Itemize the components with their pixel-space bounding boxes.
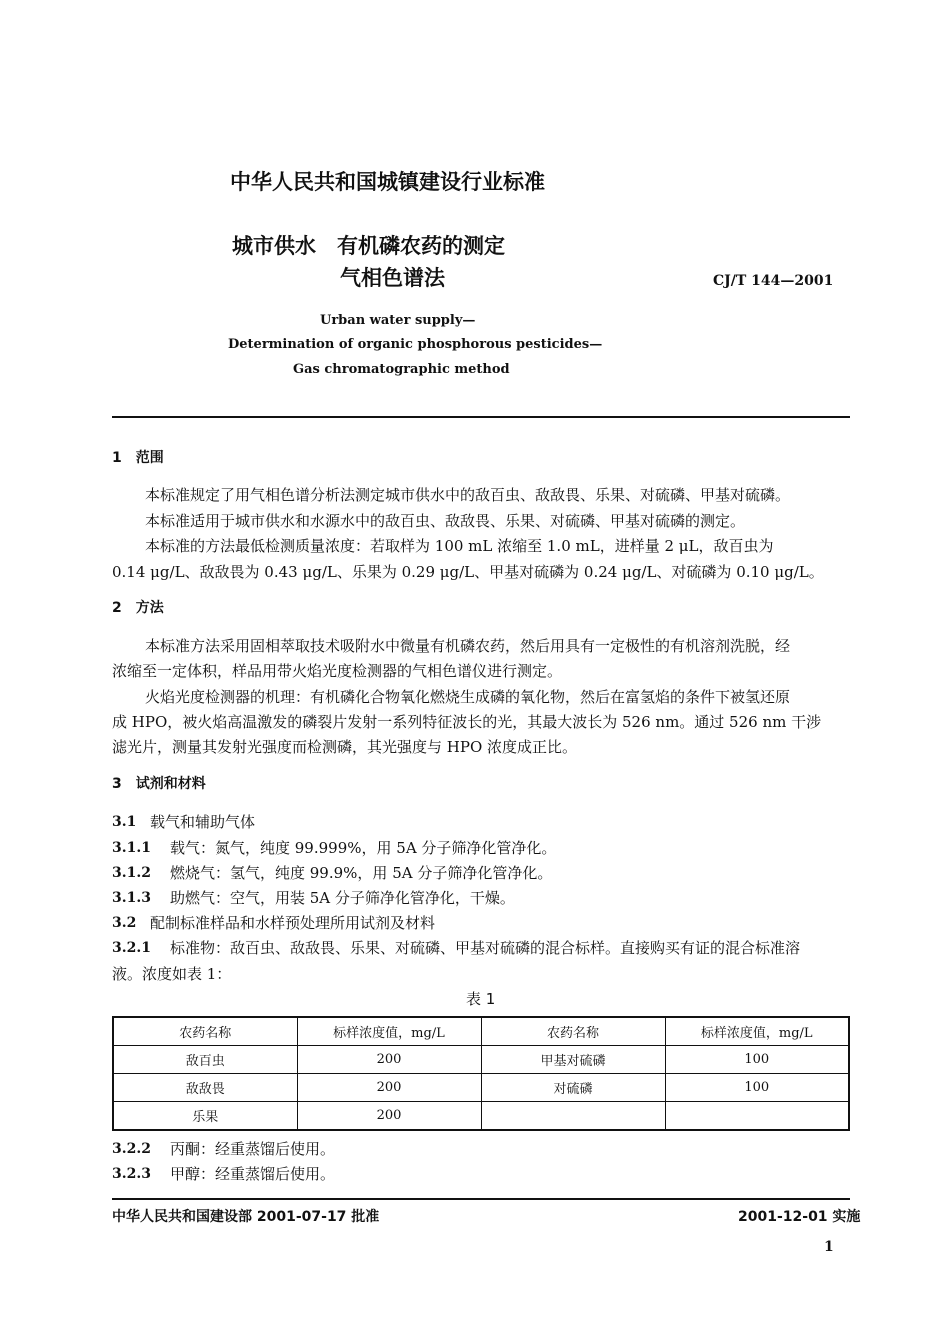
clause-3-1-3-text: 助燃气：空气，用装 5A 分子筛净化管净化，干燥。 xyxy=(170,889,515,907)
section-1-para-1: 本标准规定了用气相色谱分析法测定城市供水中的敌百虫、敌敌畏、乐果、对硫磷、甲基对硫磷。 xyxy=(145,486,791,504)
clause-3-1-number: 3.1 xyxy=(112,814,137,830)
section-1-para-3-line-1: 本标准的方法最低检测质量浓度：若取样为 100 mL 浓缩至 1.0 mL，进样量 2 μL，敌百虫为 xyxy=(145,537,774,555)
english-title-line1: Urban water supply— xyxy=(320,313,476,328)
table-header-cell: 标样浓度值，mg/L xyxy=(297,1017,481,1046)
table-cell: 敌百虫 xyxy=(113,1046,297,1074)
table-header-cell: 农药名称 xyxy=(481,1017,665,1046)
table-cell xyxy=(481,1102,665,1131)
clause-3-2-1-number: 3.2.1 xyxy=(112,940,151,956)
section-2-para-1-line-1: 本标准方法采用固相萃取技术吸附水中微量有机磷农药，然后用具有一定极性的有机溶剂洗脱，经 xyxy=(145,637,791,655)
table-cell: 200 xyxy=(297,1102,481,1131)
section-2-para-1-line-2: 浓缩至一定体积，样品用带火焰光度检测器的气相色谱仪进行测定。 xyxy=(112,662,563,680)
table-cell xyxy=(665,1102,849,1131)
header-divider xyxy=(112,416,850,418)
section-2-para-2-line-2: 成 HPO，被火焰高温激发的磷裂片发射一系列特征波长的光，其最大波长为 526 nm。通过 526 nm 干涉 xyxy=(112,713,822,731)
section-2-para-2-line-1: 火焰光度检测器的机理：有机磷化合物氧化燃烧生成磷的氧化物，然后在富氢焰的条件下被氢还原 xyxy=(145,688,791,706)
document-subtitle: 气相色谱法 xyxy=(340,266,445,290)
table-1-caption: 表 1 xyxy=(466,990,496,1008)
table-header-cell: 标样浓度值，mg/L xyxy=(665,1017,849,1046)
document-title: 城市供水 有机磷农药的测定 xyxy=(232,234,505,258)
table-cell: 100 xyxy=(665,1046,849,1074)
section-2-para-2-line-3: 滤光片，测量其发射光强度而检测磷，其光强度与 HPO 浓度成正比。 xyxy=(112,738,578,756)
section-3-heading: 3 试剂和材料 xyxy=(112,776,206,792)
table-cell: 200 xyxy=(297,1074,481,1102)
table-cell: 200 xyxy=(297,1046,481,1074)
clause-3-2-3-number: 3.2.3 xyxy=(112,1166,151,1182)
table-header-cell: 农药名称 xyxy=(113,1017,297,1046)
clause-3-2-1-text-line-2: 液。浓度如表 1： xyxy=(112,965,232,983)
effective-date: 2001-12-01 实施 xyxy=(738,1209,861,1225)
section-1-para-3-line-2: 0.14 μg/L、敌敌畏为 0.43 μg/L、乐果为 0.29 μg/L、甲基对硫磷为 0.24 μg/L、对硫磷为 0.10 μg/L。 xyxy=(112,563,824,581)
clause-3-2-number: 3.2 xyxy=(112,915,137,931)
table-cell: 乐果 xyxy=(113,1102,297,1131)
clause-3-1-2-text: 燃烧气：氢气，纯度 99.9%，用 5A 分子筛净化管净化。 xyxy=(170,864,553,882)
page-number: 1 xyxy=(824,1239,834,1255)
table-row xyxy=(113,1102,849,1131)
clause-3-1-3-number: 3.1.3 xyxy=(112,890,151,906)
table-cell: 对硫磷 xyxy=(481,1074,665,1102)
clause-3-2-1-text-line-1: 标准物：敌百虫、敌敌畏、乐果、对硫磷、甲基对硫磷的混合标样。直接购买有证的混合标准溶 xyxy=(170,939,801,957)
table-row xyxy=(113,1046,849,1074)
clause-3-1-1-number: 3.1.1 xyxy=(112,840,151,856)
clause-3-1-1-text: 载气：氮气，纯度 99.999%，用 5A 分子筛净化管净化。 xyxy=(170,839,557,857)
clause-3-2-2-number: 3.2.2 xyxy=(112,1141,151,1157)
clause-3-1-2-number: 3.1.2 xyxy=(112,865,151,881)
issuer-title: 中华人民共和国城镇建设行业标准 xyxy=(230,170,545,194)
approval-note: 中华人民共和国建设部 2001-07-17 批准 xyxy=(112,1209,380,1225)
section-1-heading: 1 范围 xyxy=(112,450,164,466)
table-cell: 甲基对硫磷 xyxy=(481,1046,665,1074)
table-cell: 敌敌畏 xyxy=(113,1074,297,1102)
standard-code: CJ/T 144—2001 xyxy=(713,273,834,289)
table-cell: 100 xyxy=(665,1074,849,1102)
clause-3-2-3-text: 甲醇：经重蒸馏后使用。 xyxy=(170,1165,336,1183)
table-header-row xyxy=(113,1017,849,1046)
section-1-para-2: 本标准适用于城市供水和水源水中的敌百虫、敌敌畏、乐果、对硫磷、甲基对硫磷的测定。 xyxy=(145,512,746,530)
table-1 xyxy=(112,1016,850,1131)
english-title-line3: Gas chromatographic method xyxy=(293,362,510,377)
clause-3-2-2-text: 丙酮：经重蒸馏后使用。 xyxy=(170,1140,336,1158)
clause-3-1-text: 载气和辅助气体 xyxy=(150,813,256,831)
clause-3-2-text: 配制标准样品和水样预处理所用试剂及材料 xyxy=(150,914,436,932)
english-title-line2: Determination of organic phosphorous pesticides— xyxy=(228,337,603,352)
footer-divider xyxy=(112,1198,850,1200)
table-row xyxy=(113,1074,849,1102)
section-2-heading: 2 方法 xyxy=(112,600,164,616)
